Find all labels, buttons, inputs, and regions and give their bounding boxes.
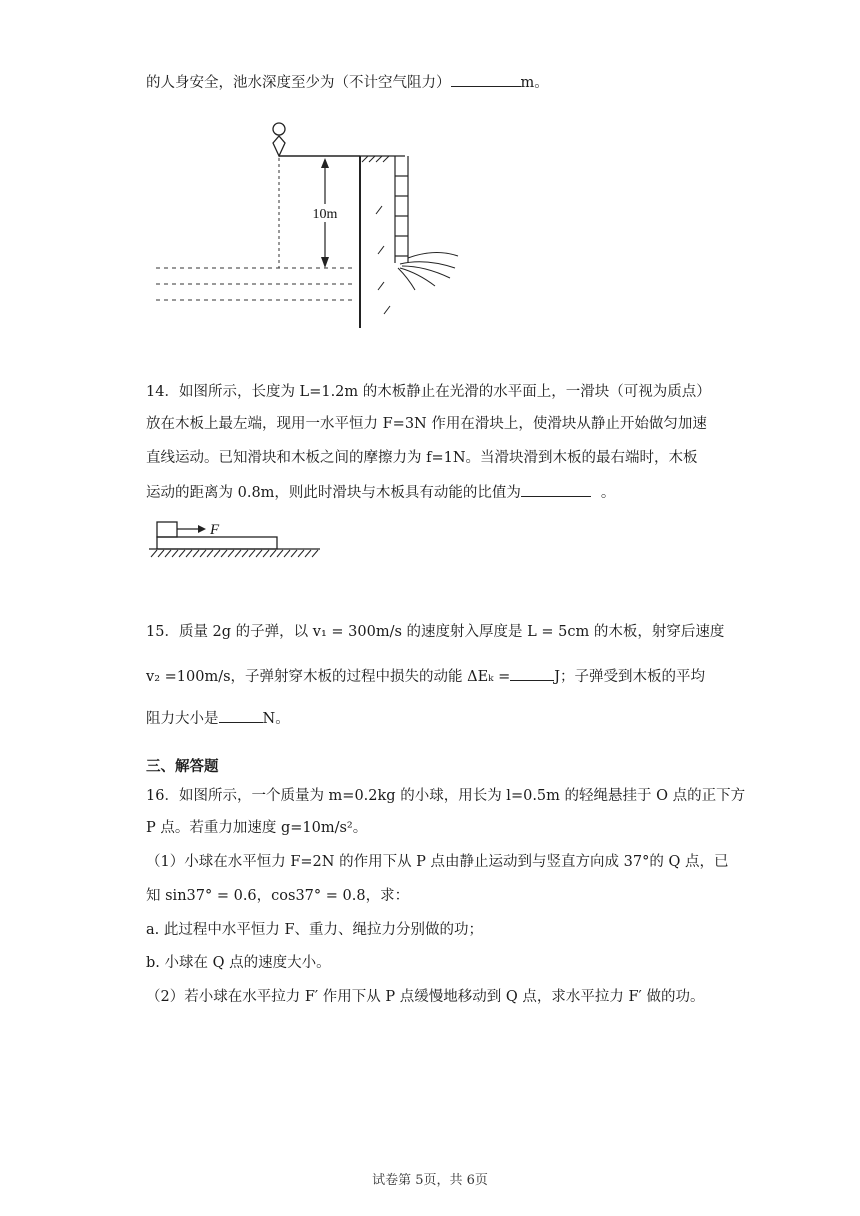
block-figure (145, 515, 325, 565)
q15-line-2-end: J；子弹受到木板的平均 (554, 669, 706, 685)
q15-energy-blank[interactable] (510, 666, 554, 681)
height-label: 10m (312, 207, 338, 222)
wall-hatch-marks (376, 206, 390, 314)
q15-line-3 (146, 708, 290, 729)
q15-line-3-end: N。 (262, 711, 290, 727)
q16-line-3: （1）小球在水平恒力 F=2N 的作用下从 P 点由静止运动到与竖直方向成 37°的 Q 点，已 (146, 854, 729, 870)
splash-lines (398, 252, 458, 290)
q13-text-tail (146, 72, 549, 93)
q15-force-blank[interactable] (219, 708, 263, 723)
q14-answer-blank[interactable] (521, 482, 591, 497)
water-surface-lines (156, 268, 355, 300)
slider-block (157, 522, 177, 537)
q16-line-5: a. 此过程中水平恒力 F、重力、绳拉力分别做的功； (146, 922, 484, 938)
q13-tail-end: m。 (520, 75, 549, 91)
person-body (273, 136, 285, 156)
ladder (395, 156, 408, 263)
q14-line-1: 14．如图所示，长度为 L=1.2m 的木板静止在光滑的水平面上，一滑块（可视为质点） (146, 384, 711, 400)
q13-answer-blank[interactable] (451, 72, 521, 87)
person-head (273, 123, 285, 135)
top-hatch (362, 156, 389, 162)
q14-line-2: 放在木板上最左端，现用一水平恒力 F=3N 作用在滑块上，使滑块从静止开始做匀加速 (146, 416, 707, 432)
q14-line-4-end: 。 (600, 485, 616, 501)
q16-line-4: 知 sin37° = 0.6，cos37° = 0.8，求： (146, 888, 410, 904)
force-arrow-head (198, 525, 206, 533)
q15-line-1: 15．质量 2g 的子弹，以 v₁ = 300m/s 的速度射入厚度是 L = 5cm 的木板，射穿后速度 (146, 624, 725, 640)
q15-line-2 (146, 666, 705, 687)
ground-hatch (151, 550, 318, 557)
diving-figure (150, 118, 470, 333)
force-label: F (210, 522, 220, 538)
measure-arrow-head-bottom (321, 257, 329, 268)
q16-line-7: （2）若小球在水平拉力 F′ 作用下从 P 点缓慢地移动到 Q 点，求水平拉力 F′ 做的功。 (146, 989, 705, 1005)
q16-line-6: b. 小球在 Q 点的速度大小。 (146, 955, 331, 971)
q16-line-1: 16．如图所示，一个质量为 m=0.2kg 的小球，用长为 l=0.5m 的轻绳悬挂于 O 点的正下方 (146, 788, 746, 804)
wooden-board (157, 537, 277, 549)
q16-line-2: P 点。若重力加速度 g=10m/s²。 (146, 820, 368, 836)
measure-arrow-head-top (321, 158, 329, 168)
q13-tail-text: 的人身安全，池水深度至少为（不计空气阻力） (146, 75, 451, 91)
q15-line-3-text: 阻力大小是 (146, 711, 219, 727)
q15-line-2-text: v₂ =100m/s，子弹射穿木板的过程中损失的动能 ΔEₖ = (146, 669, 511, 685)
section-heading: 三、解答题 (146, 758, 219, 775)
page-footer: 试卷第 5页，共 6页 (372, 1173, 488, 1188)
q14-line-4-text: 运动的距离为 0.8m，则此时滑块与木板具有动能的比值为 (146, 485, 521, 501)
q14-line-4 (146, 482, 615, 503)
q14-line-3: 直线运动。已知滑块和木板之间的摩擦力为 f=1N。当滑块滑到木板的最右端时，木板 (146, 450, 698, 466)
